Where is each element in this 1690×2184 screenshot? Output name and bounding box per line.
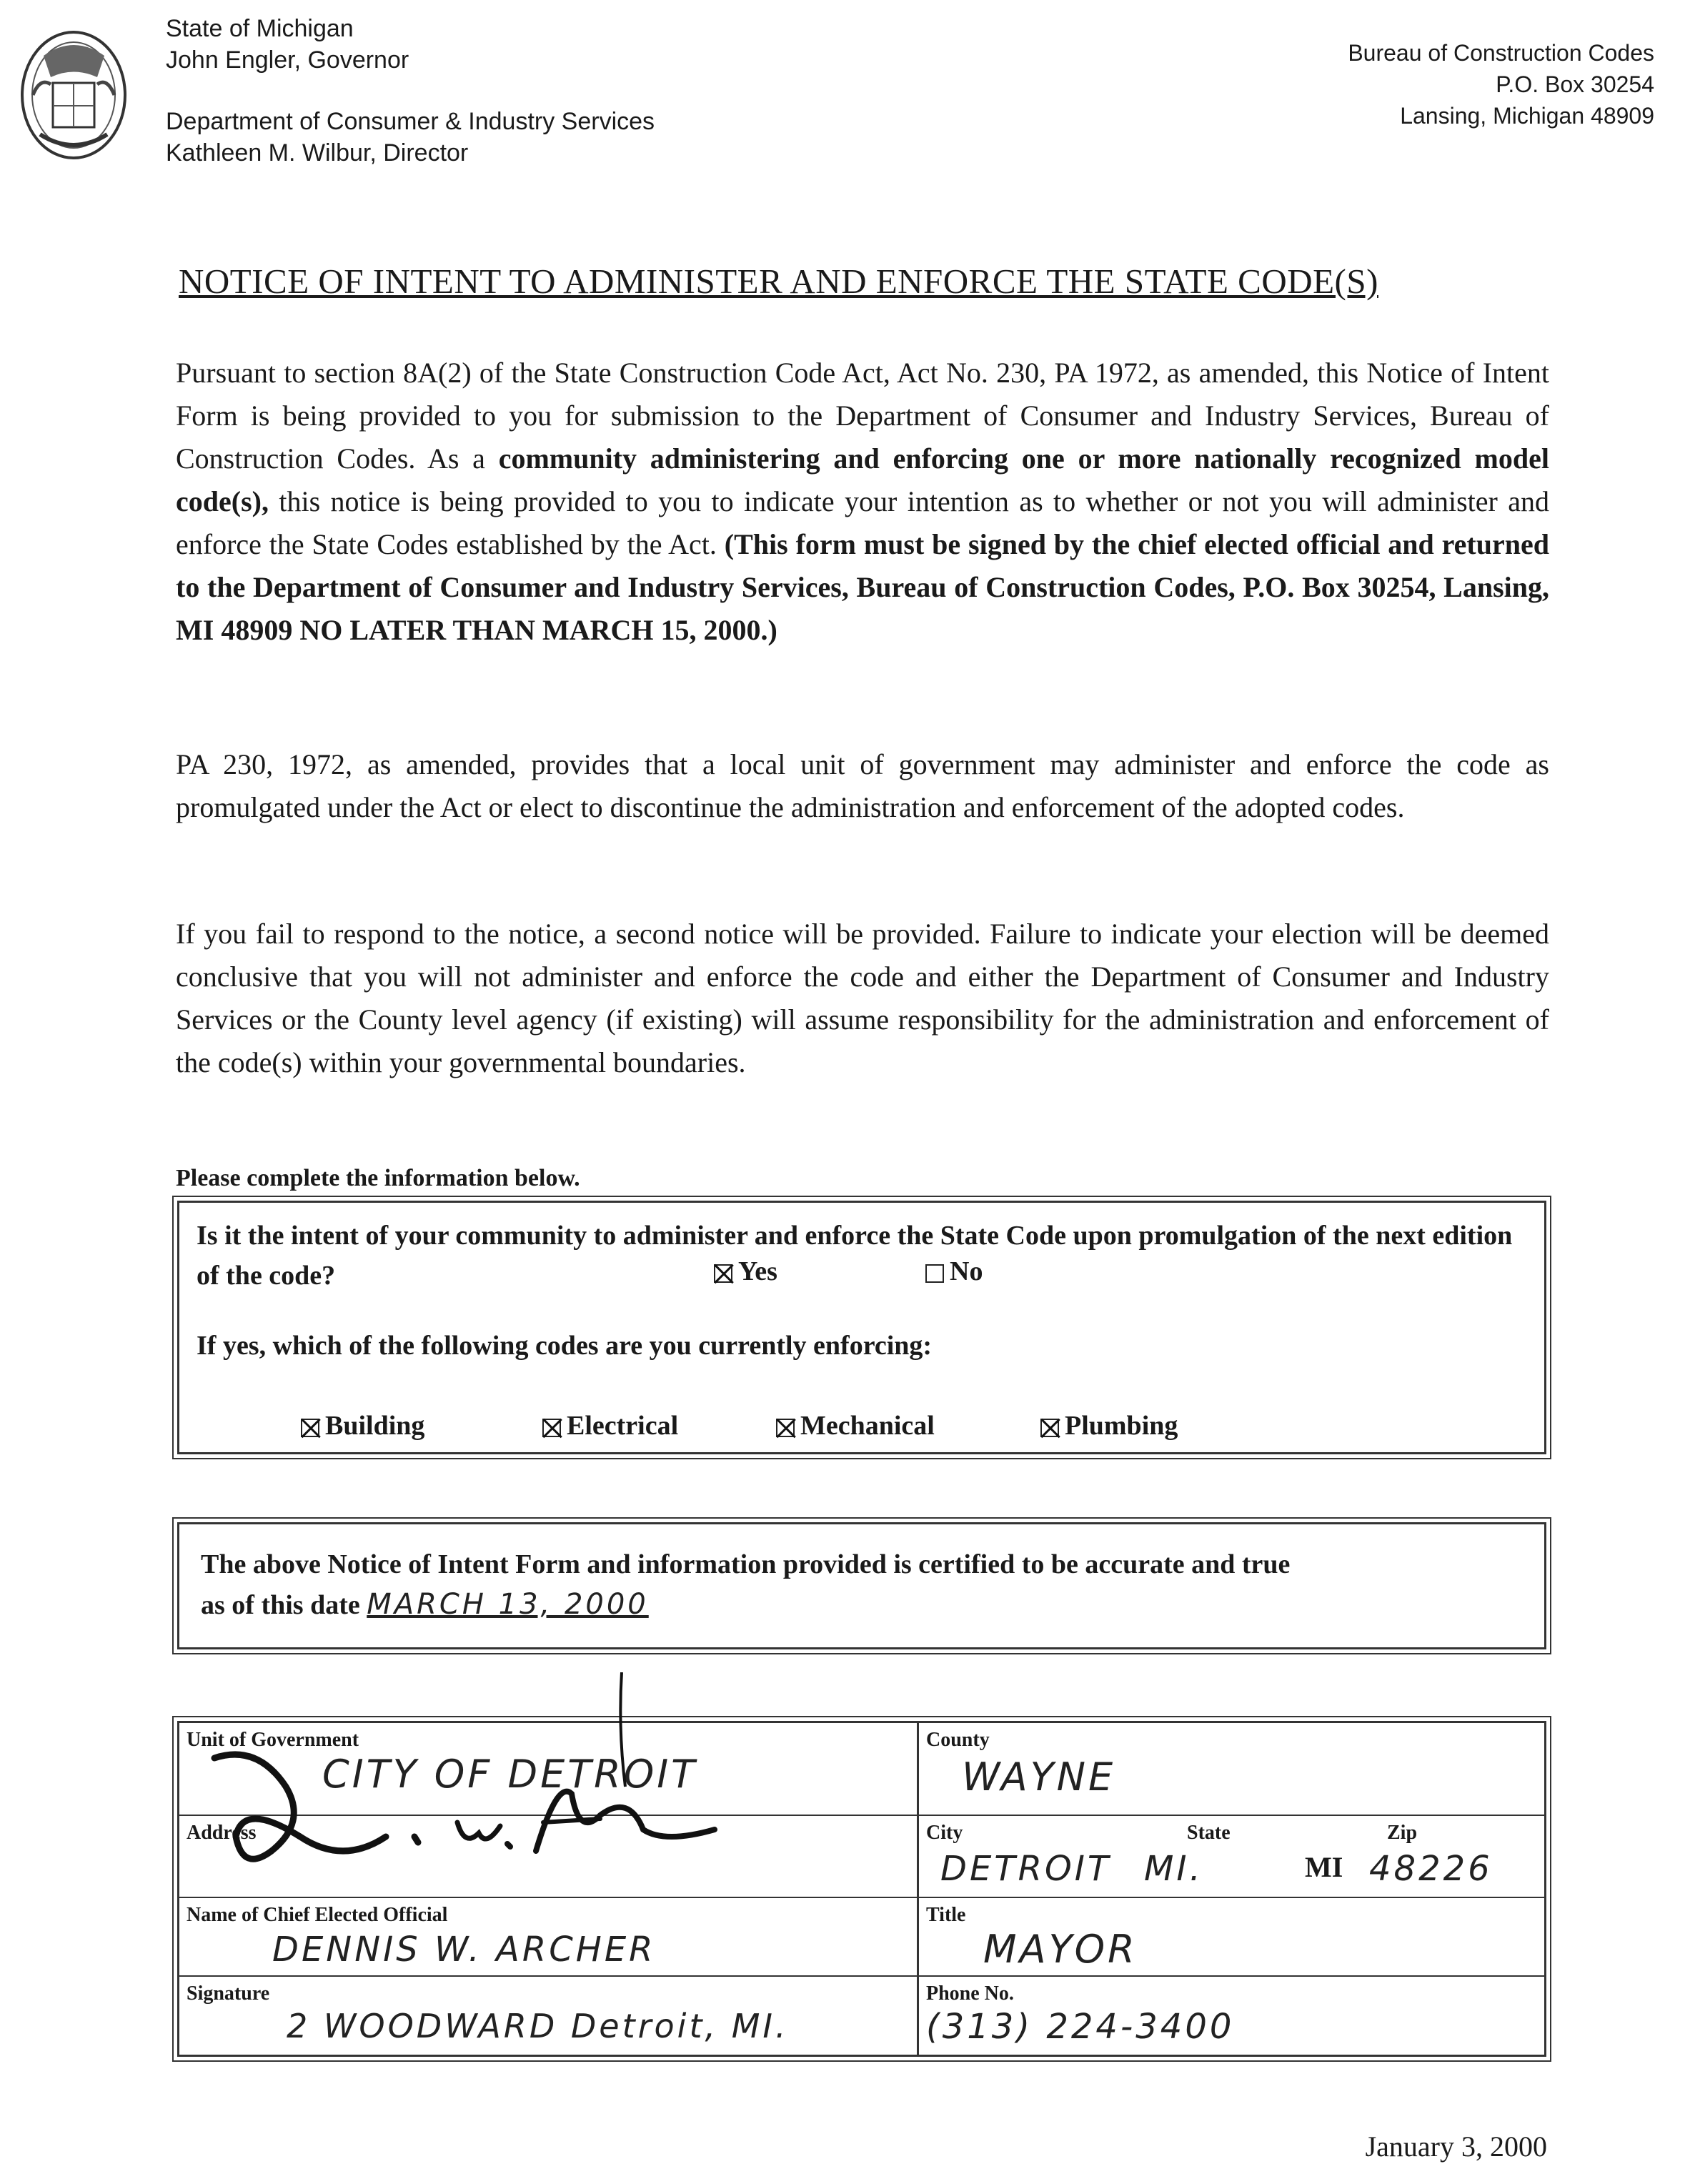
po-box: P.O. Box 30254 <box>1496 71 1654 97</box>
state-name: State of Michigan <box>166 15 354 42</box>
title-label: Title <box>926 1904 966 1926</box>
state-value[interactable]: MI. <box>1144 1849 1203 1889</box>
official-value[interactable]: DENNIS W. ARCHER <box>272 1930 656 1970</box>
unit-value[interactable]: CITY OF DETROIT <box>322 1752 698 1797</box>
plumbing-checkbox[interactable] <box>1040 1419 1059 1437</box>
para1-text-d: (This form must be signed by the chief elected official and returned to the Department of Consumer and Industry Services, Bureau of Construction Codes, P.O. Box 30254, Lansing, MI 48909 NO LATER THAN MARCH 15, 2000.) <box>176 528 1549 646</box>
header-left <box>166 13 655 169</box>
yes-label: Yes <box>738 1256 777 1286</box>
code-option-mechanical[interactable] <box>776 1410 935 1441</box>
mechanical-checkbox[interactable] <box>776 1419 795 1437</box>
unit-cell[interactable] <box>179 1723 917 1816</box>
address-cell[interactable] <box>179 1816 917 1898</box>
county-value[interactable]: WAYNE <box>962 1754 1116 1800</box>
bureau-name: Bureau of Construction Codes <box>1348 40 1654 66</box>
para1-text-c: this notice is being provided to you to indicate your intention as to whether or not you will administer and enforce the State Codes established by the Act. <box>176 485 1549 560</box>
electrical-checkbox[interactable] <box>542 1419 561 1437</box>
state-seal-logo <box>19 27 129 163</box>
zip-value[interactable]: 48226 <box>1369 1849 1493 1889</box>
intent-question-text: Is it the intent of your community to administer and enforce the State Code upon promulgation of the next edition of the code? <box>197 1221 1513 1291</box>
building-checkbox[interactable] <box>301 1419 319 1437</box>
city-line: Lansing, Michigan 48909 <box>1400 103 1654 129</box>
state-printed: MI <box>1305 1851 1343 1883</box>
zip-label: Zip <box>1387 1822 1418 1844</box>
yes-checkbox[interactable] <box>714 1264 732 1283</box>
unit-label: Unit of Government <box>187 1729 359 1751</box>
title-value[interactable]: MAYOR <box>983 1927 1138 1972</box>
no-label: No <box>950 1256 983 1286</box>
official-cell[interactable] <box>179 1898 917 1977</box>
code-option-building[interactable] <box>301 1410 424 1441</box>
governor-name: John Engler, Governor <box>166 46 409 74</box>
intent-section <box>177 1201 1546 1454</box>
certification-line1: The above Notice of Intent Form and information provided is certified to be accurate and true <box>201 1549 1291 1579</box>
plumbing-label: Plumbing <box>1065 1411 1178 1441</box>
para1-text-b: community administering and enforcing one or more nationally recognized model code(s), <box>176 442 1549 517</box>
certification-text <box>201 1544 1290 1625</box>
intent-question <box>197 1216 1526 1296</box>
electrical-label: Electrical <box>567 1411 679 1441</box>
page-title: NOTICE OF INTENT TO ADMINISTER AND ENFORCE THE STATE CODE(S) <box>179 262 1378 301</box>
phone-value[interactable]: (313) 224-3400 <box>926 2007 1235 2047</box>
director-name: Kathleen M. Wilbur, Director <box>166 139 469 167</box>
signature-label: Signature <box>187 1982 270 2005</box>
official-label: Name of Chief Elected Official <box>187 1904 448 1926</box>
header-right <box>1348 37 1654 131</box>
phone-label: Phone No. <box>926 1982 1014 2005</box>
government-info-table <box>177 1721 1546 2057</box>
title-cell[interactable] <box>919 1898 1544 1977</box>
paragraph-failure: If you fail to respond to the notice, a second notice will be provided. Failure to indicate your election will be deemed conclusive that you will not administer and enforce the code and either the Department of Consumer and Industry Services or the County level agency (if existing) will assume responsibility for the administration and enforcement of the code(s) within your governmental boundaries. <box>176 918 1549 1078</box>
state-label: State <box>1187 1822 1231 1844</box>
department-name: Department of Consumer & Industry Services <box>166 108 655 135</box>
certification-line2-wrap <box>201 1584 1290 1625</box>
phone-cell[interactable] <box>919 1977 1544 2055</box>
code-option-plumbing[interactable] <box>1040 1410 1178 1441</box>
form-date: January 3, 2000 <box>1365 2130 1547 2163</box>
certification-section <box>177 1522 1546 1649</box>
yes-option[interactable] <box>714 1256 777 1287</box>
which-codes-question: If yes, which of the following codes are you currently enforcing: <box>197 1331 933 1361</box>
building-label: Building <box>325 1411 425 1441</box>
city-state-zip-cell[interactable] <box>919 1816 1544 1898</box>
mechanical-label: Mechanical <box>800 1411 935 1441</box>
no-checkbox[interactable] <box>925 1264 944 1283</box>
instruction-text: Please complete the information below. <box>176 1165 580 1191</box>
city-label: City <box>926 1822 963 1844</box>
paragraph-pursuant <box>176 352 1549 652</box>
no-option[interactable] <box>925 1256 983 1287</box>
county-cell[interactable] <box>919 1723 1544 1816</box>
paragraph-pa230: PA 230, 1972, as amended, provides that a local unit of government may administer and enforce the code as promulgated under the Act or elect to discontinue the administration and enforcement of the adopted codes. <box>176 748 1549 823</box>
city-value[interactable]: DETROIT <box>940 1849 1112 1889</box>
signature-cell[interactable] <box>179 1977 917 2055</box>
signature-value[interactable]: 2 WOODWARD Detroit, MI. <box>287 2007 789 2045</box>
county-label: County <box>926 1729 990 1751</box>
code-option-electrical[interactable] <box>542 1410 678 1441</box>
address-label: Address <box>187 1822 257 1844</box>
para1-text-a: Pursuant to section 8A(2) of the State Construction Code Act, Act No. 230, PA 1972, as amended, this Notice of Intent Form is being provided to you for submission to the Department of Consumer and Industry Services, Bureau of Construction Codes. As a <box>176 357 1549 475</box>
certification-line2: as of this date <box>201 1590 360 1620</box>
certification-date[interactable]: MARCH 13, 2000 <box>367 1588 649 1621</box>
